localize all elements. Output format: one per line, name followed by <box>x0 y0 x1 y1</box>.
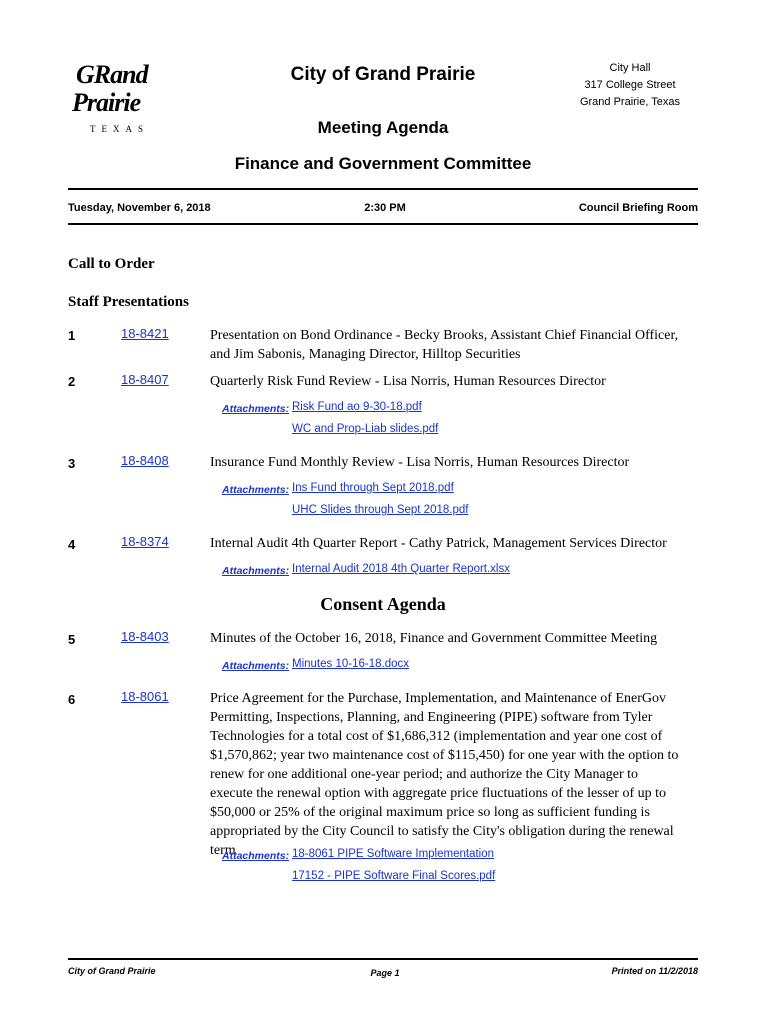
item-description: Price Agreement for the Purchase, Implementation, and Maintenance of EnerGov Permitting, Inspections, Planning, and Engineering (PIPE) software from Tyler Technologies for a total cost of $1,686,312 (implementation and year one cost of $1,570,862; year two maintenance cost of $115,450) for one year with the option to renew for one additional one-year period; and authorize the City Manager to execute the renewal option with aggregate price fluctuations of the lesser of up to $50,000 or 25% of the original maximum price so long as sufficient funding is appropriated by the City Council to satisfy the City's obligation during the renewal term <box>210 691 679 858</box>
header-rule <box>68 223 698 225</box>
address-line: Grand Prairie, Texas <box>579 96 681 108</box>
file-id-link[interactable]: 18-8403 <box>121 629 169 644</box>
attachment-link[interactable]: 18-8061 PIPE Software Implementation <box>292 848 495 860</box>
footer-org: City of Grand Prairie <box>68 966 156 976</box>
attachment-link[interactable]: WC and Prop-Liab slides.pdf <box>292 423 439 435</box>
header-rule <box>68 188 698 190</box>
city-logo <box>68 52 158 152</box>
section-call-to-order: Call to Order <box>68 256 155 272</box>
attachment-link[interactable]: 17152 - PIPE Software Final Scores.pdf <box>292 870 496 882</box>
file-id-link[interactable]: 18-8421 <box>121 326 169 341</box>
section-staff-presentations: Staff Presentations <box>68 294 189 310</box>
file-id-link[interactable]: 18-8061 <box>121 689 169 704</box>
item-description: Quarterly Risk Fund Review - Lisa Norris, Human Resources Director <box>210 374 606 389</box>
attachment-link[interactable]: Risk Fund ao 9-30-18.pdf <box>292 401 422 413</box>
attachment-link[interactable]: Internal Audit 2018 4th Quarter Report.xlsx <box>292 563 510 575</box>
attachments-label: Attachments: <box>222 850 290 862</box>
footer-printed-date: Printed on 11/2/2018 <box>611 966 698 976</box>
meeting-time: 2:30 PM <box>364 202 406 214</box>
item-number: 2 <box>68 374 76 389</box>
page-title: City of Grand Prairie <box>290 64 476 85</box>
item-number: 5 <box>68 632 76 647</box>
meeting-date: Tuesday, November 6, 2018 <box>68 202 211 214</box>
footer-rule <box>68 958 698 960</box>
item-description: Internal Audit 4th Quarter Report - Cathy Patrick, Management Services Director <box>210 536 667 551</box>
address-line: City Hall <box>609 62 651 74</box>
item-description: Minutes of the October 16, 2018, Finance and Government Committee Meeting <box>210 631 658 646</box>
footer-page-number: Page 1 <box>370 968 400 978</box>
attachments-label: Attachments: <box>222 565 290 577</box>
item-number: 1 <box>68 328 76 343</box>
address-block <box>566 60 694 111</box>
meeting-room: Council Briefing Room <box>578 202 698 214</box>
section-consent-agenda: Consent Agenda <box>320 594 446 614</box>
item-number: 3 <box>68 456 76 471</box>
item-number: 4 <box>68 537 76 552</box>
attachment-link[interactable]: UHC Slides through Sept 2018.pdf <box>292 504 469 516</box>
meeting-agenda-heading: Meeting Agenda <box>317 118 449 137</box>
address-line: 317 College Street <box>584 79 676 91</box>
item-description: Presentation on Bond Ordinance - Becky Brooks, Assistant Chief Financial Officer, and Jim Sabonis, Managing Director, Hilltop Securities <box>210 328 679 362</box>
item-number: 6 <box>68 692 76 707</box>
logo-text-prairie: Prairie <box>72 88 141 117</box>
file-id-link[interactable]: 18-8408 <box>121 453 169 468</box>
attachments-label: Attachments: <box>222 403 290 415</box>
item-description: Insurance Fund Monthly Review - Lisa Norris, Human Resources Director <box>210 455 630 470</box>
file-id-link[interactable]: 18-8407 <box>121 372 169 387</box>
attachment-link[interactable]: Ins Fund through Sept 2018.pdf <box>292 482 454 494</box>
file-id-link[interactable]: 18-8374 <box>121 534 169 549</box>
logo-text-grand: GRand <box>76 60 148 89</box>
attachments-label: Attachments: <box>222 660 290 672</box>
logo-text-texas: TEXAS <box>90 124 149 134</box>
attachment-link[interactable]: Minutes 10-16-18.docx <box>292 658 409 670</box>
attachments-label: Attachments: <box>222 484 290 496</box>
committee-heading: Finance and Government Committee <box>234 154 532 173</box>
